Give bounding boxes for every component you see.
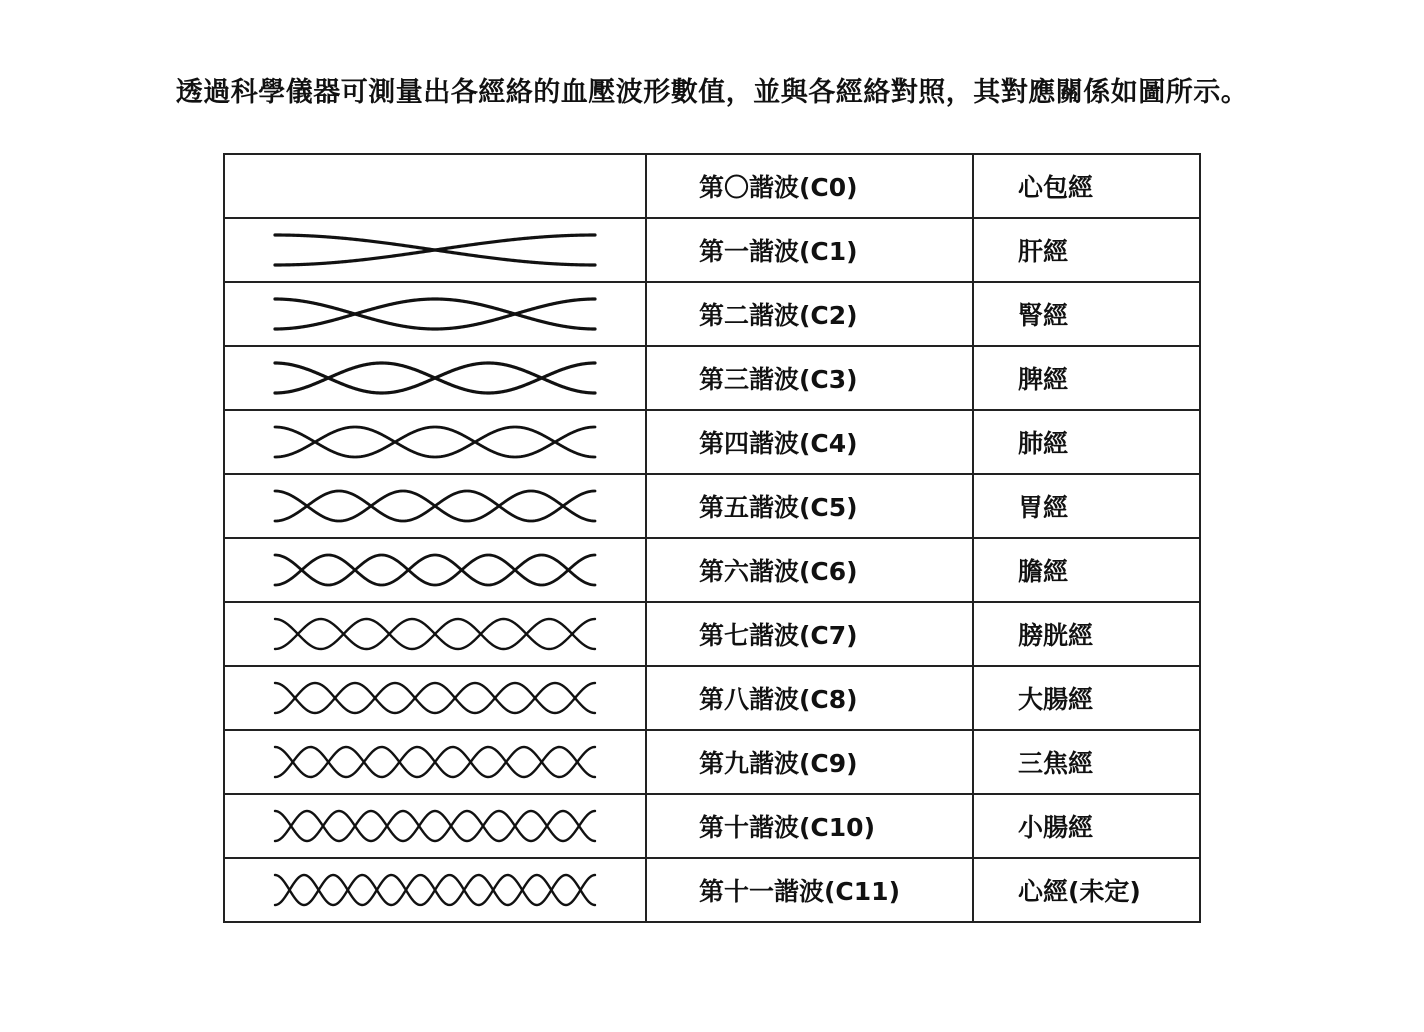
- wave-curve-lower: [275, 811, 595, 841]
- table-row: [224, 410, 1200, 474]
- wave-curve-upper: [275, 299, 595, 329]
- harmonic-label: 第〇諧波(C0): [646, 154, 973, 218]
- wave-curve-lower: [275, 875, 595, 905]
- table-row: [224, 730, 1200, 794]
- harmonic-label: 第五諧波(C5): [646, 474, 973, 538]
- harmonic-waveform: [273, 294, 597, 334]
- harmonic-waveform: [273, 614, 597, 654]
- wave-curve-upper: [275, 427, 595, 457]
- waveform-cell: [224, 666, 646, 730]
- harmonic-meridian-table: [223, 153, 1201, 923]
- wave-curve-lower: [275, 683, 595, 713]
- harmonic-label: 第二諧波(C2): [646, 282, 973, 346]
- table-row: [224, 218, 1200, 282]
- harmonic-label: 第九諧波(C9): [646, 730, 973, 794]
- meridian-label: 大腸經: [973, 666, 1200, 730]
- table-row: [224, 346, 1200, 410]
- table-row: [224, 794, 1200, 858]
- harmonic-waveform: [273, 678, 597, 718]
- wave-curve-lower: [275, 235, 595, 265]
- wave-curve-upper: [275, 683, 595, 713]
- harmonic-label: 第四諧波(C4): [646, 410, 973, 474]
- harmonic-waveform: [273, 358, 597, 398]
- waveform-cell: [224, 794, 646, 858]
- waveform-cell: [224, 154, 646, 218]
- harmonic-label: 第七諧波(C7): [646, 602, 973, 666]
- table-row: [224, 282, 1200, 346]
- harmonic-label: 第六諧波(C6): [646, 538, 973, 602]
- harmonic-label: 第三諧波(C3): [646, 346, 973, 410]
- harmonic-label: 第一諧波(C1): [646, 218, 973, 282]
- waveform-cell: [224, 602, 646, 666]
- waveform-cell: [224, 730, 646, 794]
- meridian-label: 心經(未定): [973, 858, 1200, 922]
- waveform-cell: [224, 858, 646, 922]
- meridian-label: 腎經: [973, 282, 1200, 346]
- harmonic-waveform: [273, 742, 597, 782]
- meridian-label: 肺經: [973, 410, 1200, 474]
- meridian-label: 膀胱經: [973, 602, 1200, 666]
- wave-curve-lower: [275, 299, 595, 329]
- harmonic-waveform: [273, 870, 597, 910]
- table-row: [224, 474, 1200, 538]
- meridian-label: 膽經: [973, 538, 1200, 602]
- harmonic-waveform: [273, 806, 597, 846]
- harmonic-waveform: [273, 422, 597, 462]
- wave-curve-lower: [275, 363, 595, 393]
- harmonic-label: 第十一諧波(C11): [646, 858, 973, 922]
- table-row: [224, 602, 1200, 666]
- meridian-label: 肝經: [973, 218, 1200, 282]
- harmonic-waveform: [273, 486, 597, 526]
- meridian-label: 心包經: [973, 154, 1200, 218]
- caption: 透過科學儀器可測量出各經絡的血壓波形數值，並與各經絡對照，其對應關係如圖所示。: [175, 77, 1249, 108]
- meridian-label: 脾經: [973, 346, 1200, 410]
- waveform-cell: [224, 474, 646, 538]
- waveform-cell: [224, 282, 646, 346]
- harmonic-label: 第八諧波(C8): [646, 666, 973, 730]
- wave-curve-lower: [275, 747, 595, 777]
- wave-curve-upper: [275, 555, 595, 585]
- table-row: [224, 154, 1200, 218]
- waveform-cell: [224, 538, 646, 602]
- meridian-label: 胃經: [973, 474, 1200, 538]
- harmonic-waveform: [273, 550, 597, 590]
- harmonic-waveform: [273, 230, 597, 270]
- wave-curve-lower: [275, 555, 595, 585]
- waveform-cell: [224, 346, 646, 410]
- wave-curve-lower: [275, 619, 595, 649]
- table-row: [224, 858, 1200, 922]
- meridian-label: 三焦經: [973, 730, 1200, 794]
- table-row: [224, 538, 1200, 602]
- meridian-label: 小腸經: [973, 794, 1200, 858]
- table-row: [224, 666, 1200, 730]
- wave-curve-lower: [275, 427, 595, 457]
- waveform-cell: [224, 410, 646, 474]
- harmonic-label: 第十諧波(C10): [646, 794, 973, 858]
- waveform-cell: [224, 218, 646, 282]
